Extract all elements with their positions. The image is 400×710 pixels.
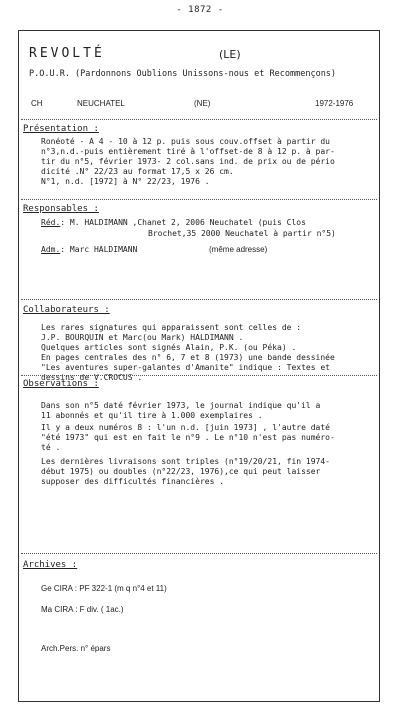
presentation-heading: Présentation : xyxy=(23,124,99,134)
divider xyxy=(21,119,377,120)
observations-line: début 1975) ou doubles (n°22/23, 1976),ce qui peut laisser xyxy=(41,467,321,476)
presentation-line: tir du n°5, février 1973- 2 col.sans ind. de prix ou de pério xyxy=(41,157,335,166)
redaction-value: : M. HALDIMANN ,Chanet 2, 2006 Neuchatel (puis Clos xyxy=(60,218,306,227)
archives-line: Ge CIRA : PF 322-1 (m q n°4 et 11) xyxy=(41,584,167,593)
presentation-line: N°1, n.d. [1972] à N° 22/23, 1976 . xyxy=(41,177,210,186)
administration-note: (même adresse) xyxy=(209,245,268,254)
observations-line: 11 abonnés et qu'il tire à 1.000 exemplaires . xyxy=(41,411,263,420)
administration-label: Adm. xyxy=(41,245,61,254)
observations-line: Il y a deux numéros 8 : l'un n.d. [juin 1973] , l'autre daté xyxy=(41,423,330,432)
collaborateurs-heading: Collaborateurs : xyxy=(23,305,110,315)
observations-heading: Observations : xyxy=(23,379,99,389)
redaction-value-cont: Brochet,35 2000 Neuchatel à partir n°5) xyxy=(148,229,336,238)
observations-line: supposer des difficultés financières . xyxy=(41,477,225,486)
archives-heading: Archives : xyxy=(23,560,78,570)
catalog-card xyxy=(18,30,380,702)
collaborateurs-line: J.P. BOURQUIN et Marc(ou Mark) HALDIMANN . xyxy=(41,333,244,342)
collaborateurs-line: Les rares signatures qui apparaissent sont celles de : xyxy=(41,323,302,332)
journal-title: REVOLTÉ xyxy=(29,46,105,61)
observations-line: "été 1973" qui est en fait le n°9 . Le n°10 n'est pas numéro- xyxy=(41,433,335,442)
divider xyxy=(21,375,377,376)
archives-line: Ma CIRA : F div. ( 1ac.) xyxy=(41,605,124,614)
collaborateurs-line: "Les aventures super-galantes d'Amanite" indique : Textes et xyxy=(41,363,330,372)
presentation-line: n°3,n.d.-puis entièrement tiré à l'offset-de 8 à 12 p. à par- xyxy=(41,147,335,156)
collaborateurs-line: Quelques articles sont signés Alain, P.K. (ou Péka) . xyxy=(41,343,297,352)
country-code: CH xyxy=(31,99,43,108)
divider xyxy=(21,553,377,554)
archives-line: Arch.Pers. n° épars xyxy=(41,644,111,653)
redaction-label: Réd. xyxy=(41,218,61,227)
presentation-line: dicité .N° 22/23 au format 17,5 x 26 cm. xyxy=(41,167,234,176)
responsables-heading: Responsables : xyxy=(23,204,99,214)
observations-line: Dans son n°5 daté février 1973, le journal indique qu'il a xyxy=(41,401,321,410)
journal-subtitle: P.O.U.R. (Pardonnons Oublions Unissons-nous et Recommençons) xyxy=(29,69,337,79)
journal-title-suffix: (LE) xyxy=(219,48,241,61)
collaborateurs-line: En pages centrales des n° 6, 7 et 8 (1973) une bande dessinée xyxy=(41,353,335,362)
observations-line: té . xyxy=(41,443,61,452)
collaborateurs-line: dessins de V.CROCUS . xyxy=(41,373,143,382)
presentation-line: Ronéoté - A 4 - 10 à 12 p. puis sous couv.offset à partir du xyxy=(41,137,330,146)
page-number: - 1872 - xyxy=(176,5,224,15)
observations-line: Les dernières livraisons sont triples (n°19/20/21, fin 1974- xyxy=(41,457,330,466)
administration-value: : Marc HALDIMANN xyxy=(60,245,138,254)
divider xyxy=(21,199,377,200)
years: 1972-1976 xyxy=(315,99,354,108)
canton: (NE) xyxy=(194,99,211,108)
city: NEUCHATEL xyxy=(77,99,125,108)
divider xyxy=(21,299,377,300)
